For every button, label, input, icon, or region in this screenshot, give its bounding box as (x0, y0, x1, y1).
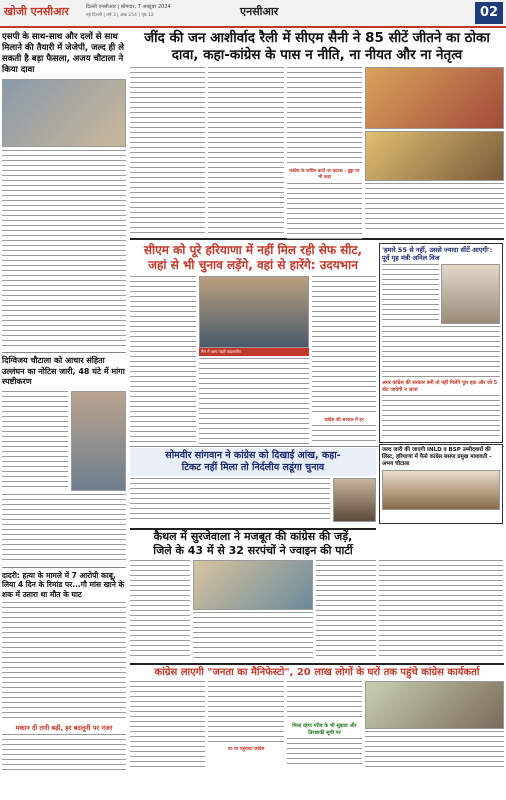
divider (2, 567, 126, 568)
manifesto-col-3b (287, 738, 362, 768)
udaybhan-col-3b (312, 425, 376, 441)
jjp-headline: एसपी के साथ-साथ और दलों से साथ मिलाने की तैयारी में जेजेपी, जल्द ही ले सकती है बड़ा फैसला, अजय चौटाला ने किया दावा (2, 32, 124, 75)
manifesto-photo (365, 681, 504, 729)
jjp-story-body (2, 150, 126, 348)
udaybhan-col-1 (130, 276, 196, 442)
dadri-subhead: मकान दी तारी बढ़ी, हर बदलूनी पर नजर (15, 724, 113, 732)
manifesto-col-2 (208, 681, 283, 745)
sangwan-band (130, 448, 376, 476)
left-column (2, 32, 126, 774)
jind-col-4 (365, 183, 504, 233)
jind-col-2 (208, 67, 283, 235)
udaybhan-col-3 (312, 276, 376, 416)
vij-headline: 'हमारे 55 से नहीं, उससे ज्यादा सीटें आएगी': पूर्व गृह मंत्री अनिल विज (382, 246, 493, 262)
inld-box (379, 444, 503, 524)
jind-subhead: कांग्रेस के कथित वादों पर कटाक्ष : हुड्डा पर भी कहा (289, 169, 360, 180)
issue-info: नई दिल्ली | वर्ष 3 | अंक 254 | पृष्ठ 12 (86, 13, 154, 18)
cm-rally-photo-2 (365, 131, 504, 181)
udaybhan-subhead: कांग्रेस की सरकार में हर (324, 418, 364, 423)
vij-body-1 (382, 264, 439, 324)
divider (2, 352, 126, 353)
photo-caption: सैन में आप पहले कहलायेगा (199, 348, 309, 356)
kaithal-headline-line2: जिले के 43 में से 32 सरपंचों ने ज्वाइन की पार्टी (153, 544, 353, 557)
notice-headline: दिग्विजय चौटाला को आचार संहिता उल्लंघन का नोटिस जारी, 48 घंटे में मांगा स्पष्टीकरण (2, 356, 125, 386)
jind-col-1 (130, 67, 205, 235)
inld-headline: जल्द जारी की जाएगी INLD व BSP उम्मीदवारों की लिस्ट, हरियाणा में फैसे कांग्रेस बसपा प्रमुख मायावती - अभय चौटाला (382, 447, 492, 467)
rally-photo (2, 79, 126, 147)
section-title: एनसीआर (240, 5, 279, 18)
jind-headline-line2: दावा, कहा-कांग्रेस के पास न नीति, ना नीयत और ना नेतृत्व (171, 47, 463, 63)
manifesto-col-1 (130, 681, 205, 767)
manifesto-subhead: पर-पर पहुंचाया कांग्रेस (227, 747, 265, 752)
udaybhan-headline-line2: जहां से भी चुनाव लड़ेंगे, वहां से हारेंगे: उदयभान (148, 258, 358, 272)
manifesto-green-line: मिला रहेगा गरीब के भी सुझाव और तिरछाकी सूची पर (292, 723, 357, 736)
sangwan-photo (333, 478, 376, 522)
vij-red-quote: अगर कांग्रेस की सरकार बनी तो नहीं मिलेंगे पूरा हक़ और जो 5 वोट जायेगी न जाना (382, 380, 498, 393)
page-number: 02 (475, 2, 503, 24)
udaybhan-headline-line1: सीएम को पूरे हरियाणा में नहीं मिल रही सेफ सीट, (143, 243, 363, 257)
dadri-headline: दादरी: हत्या के मामले में 7 आरोपी काबू, लिया 4 दिन के रिमांड पर...गौ मांस खाने के शक में उतारा था मौत के घाट (2, 570, 125, 599)
section-rule (130, 663, 504, 665)
kaithal-col-3 (316, 560, 376, 660)
cm-rally-photo-1 (365, 67, 504, 129)
notice-body-cont (2, 494, 126, 564)
udaybhan-col-2 (199, 358, 309, 444)
vij-photo (441, 264, 500, 324)
manifesto-col-3 (287, 681, 362, 721)
manifesto-col-4 (365, 731, 504, 767)
portrait-photo (71, 391, 126, 491)
manifesto-headline: कांग्रेस लाएगी "जनता का मैनिफेस्टो", 20 लाख लोगों के घरों तक पहुंचे कांग्रेस कार्यकर्ता (154, 667, 480, 678)
inld-body (379, 560, 503, 660)
vij-body-3 (382, 395, 500, 439)
main-area (130, 30, 504, 768)
notice-body (2, 391, 68, 491)
kaithal-photo (193, 560, 313, 610)
dadri-body-2 (2, 734, 126, 774)
abhay-photo (382, 470, 500, 510)
kaithal-headline-line1: कैथल में सुरजेवाला ने मजबूत की कांग्रेस की जड़ें, (153, 530, 353, 543)
vij-box (379, 243, 503, 443)
jind-headline-line1: जींद की जन आशीर्वाद रैली में सीएम सैनी ने 85 सीटें जीतने का ठोका (144, 30, 490, 46)
jind-col-3b (287, 183, 362, 241)
vij-body-2 (382, 326, 500, 380)
kaithal-col-1 (130, 560, 190, 660)
jind-col-3 (287, 67, 362, 167)
kaithal-col-2 (193, 612, 313, 660)
dadri-body (2, 602, 126, 722)
udaybhan-photo (199, 276, 309, 348)
sangwan-body (130, 478, 330, 522)
sangwan-headline-line2: टिकट नहीं मिला तो निर्दलीय लडूंगा चुनाव (181, 462, 325, 473)
issue-date: दिल्ली एनसीआर | सोमवार, 7 अक्टूबर 2024 (86, 4, 171, 10)
masthead (0, 0, 506, 28)
newspaper-logo: खोजी एनसीआर (4, 5, 69, 18)
sangwan-headline-line1: सोमवीर सांगवान ने कांग्रेस को दिखाई आंख, कहा- (165, 450, 341, 461)
